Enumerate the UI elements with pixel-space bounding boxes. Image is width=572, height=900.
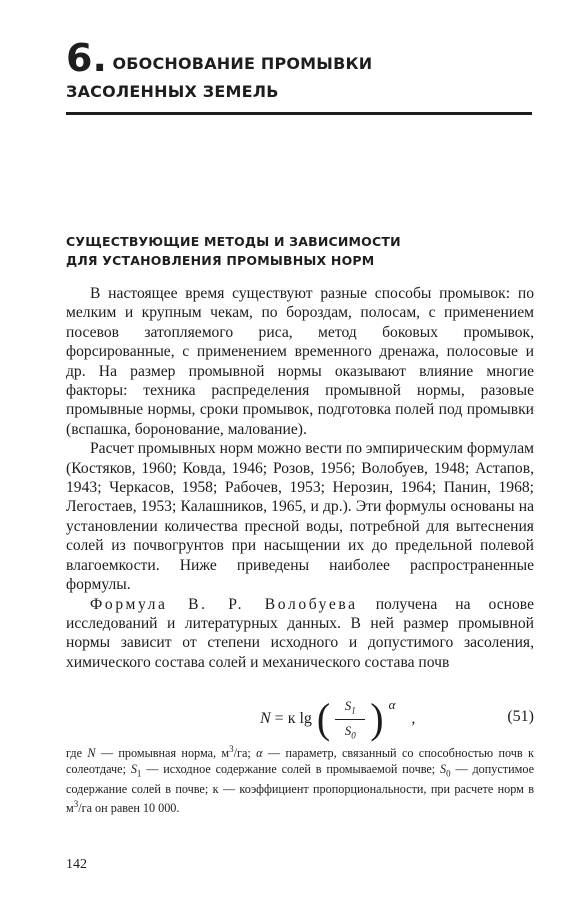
- numerator-symbol: S: [344, 697, 352, 713]
- fraction-bar: [335, 719, 365, 720]
- notes-variable: N: [87, 746, 96, 761]
- fraction-numerator: [345, 698, 356, 716]
- notes-text: /га;: [233, 746, 257, 761]
- formula-51: [66, 694, 534, 744]
- paragraph-3: [66, 595, 534, 673]
- chapter-rule: [66, 112, 532, 115]
- notes-variable: S: [440, 761, 447, 776]
- paragraph-2: Расчет промывных норм можно вести по эмпирическим формулам (Костяков, 1960; Ковда, 1946; Розов, 1956; Волобуев, 1948; Астапов, 1943; Черкасов, 1958; Рабочев, 1953; Нерозин, 1964; Панин, 1968; Легостаев, 1953; Калашников, 1965, и др.). Эти формулы основаны на установлении количества пресной воды, потребной для вытеснения солей из почвогрунтов при насыщении их до предельной полевой влагоемкости. Ниже приведены наиболее распространенные формулы.: [66, 440, 534, 594]
- body-text: [66, 284, 534, 672]
- notes-variable: S: [130, 761, 137, 776]
- notes-text: — допустимое содержание солей в почве; к — коэффициент пропорциональности, при расчете норм в м: [66, 761, 534, 816]
- formula-expression: [260, 694, 415, 744]
- numerator-subscript: 1: [351, 705, 356, 716]
- notes-subscript: 1: [136, 768, 142, 778]
- section-heading-line2: ДЛЯ УСТАНОВЛЕНИЯ ПРОМЫВНЫХ НОРМ: [66, 253, 375, 268]
- notes-superscript: 3: [73, 799, 79, 809]
- notes-text: — промывная норма, м: [95, 746, 230, 761]
- formula-fraction: [335, 698, 365, 740]
- notes-variable: α: [256, 746, 263, 761]
- denominator-symbol: S: [344, 722, 352, 738]
- formula-author-name: Формула В. Р. Волобуева: [90, 595, 358, 613]
- section-heading: [66, 232, 532, 270]
- paragraph-1: В настоящее время существуют разные способы промывок: по мелким и крупным чекам, по бороздам, полосам, с применением посевов затопляемого риса, метод боковых промывок, форсированные, с применением временного дренажа, полосовые и др. На размер промывной нормы оказывают влияние многие факторы: техника распределения промывной нормы, разовые промывные нормы, сроки промывок, подготовка полей под промывки (вспашка, боронование, малование).: [66, 285, 534, 438]
- formula-coefficient: к lg: [287, 710, 312, 727]
- denominator-subscript: 0: [351, 730, 356, 741]
- chapter-title-line1: ОБОСНОВАНИЕ ПРОМЫВКИ: [112, 54, 373, 73]
- fraction-denominator: [345, 723, 356, 741]
- right-paren: ): [370, 694, 384, 743]
- formula-comma: ,: [411, 710, 416, 727]
- notes-subscript: 0: [446, 768, 451, 778]
- section-heading-line1: СУЩЕСТВУЮЩИЕ МЕТОДЫ И ЗАВИСИМОСТИ: [66, 234, 401, 249]
- notes-text: /га он равен 10 000.: [78, 801, 180, 816]
- chapter-number: 6.: [66, 36, 107, 80]
- notes-text: где: [66, 746, 88, 761]
- formula-notes: [66, 742, 534, 817]
- notes-text: — исходное содержание солей в промываемой почве;: [141, 761, 441, 776]
- chapter-heading: [66, 38, 536, 101]
- notes-text: — параметр, связанный со способностью почв к солеотдаче;: [66, 746, 534, 776]
- formula-equals: =: [270, 710, 288, 727]
- chapter-title-line2: ЗАСОЛЕННЫХ ЗЕМЕЛЬ: [66, 82, 279, 101]
- page-number: 142: [66, 857, 87, 872]
- left-paren: (: [316, 694, 331, 743]
- equation-number: (51): [507, 708, 534, 725]
- notes-superscript: 3: [229, 744, 234, 754]
- formula-lhs: N: [260, 710, 271, 727]
- formula-exponent: α: [388, 697, 396, 712]
- paragraph-3-text: получена на основе исследований и литературных данных. В ней размер промывной нормы зависит от степени исходного и допустимого засоления, химического состава солей и механического состава почв: [66, 595, 535, 671]
